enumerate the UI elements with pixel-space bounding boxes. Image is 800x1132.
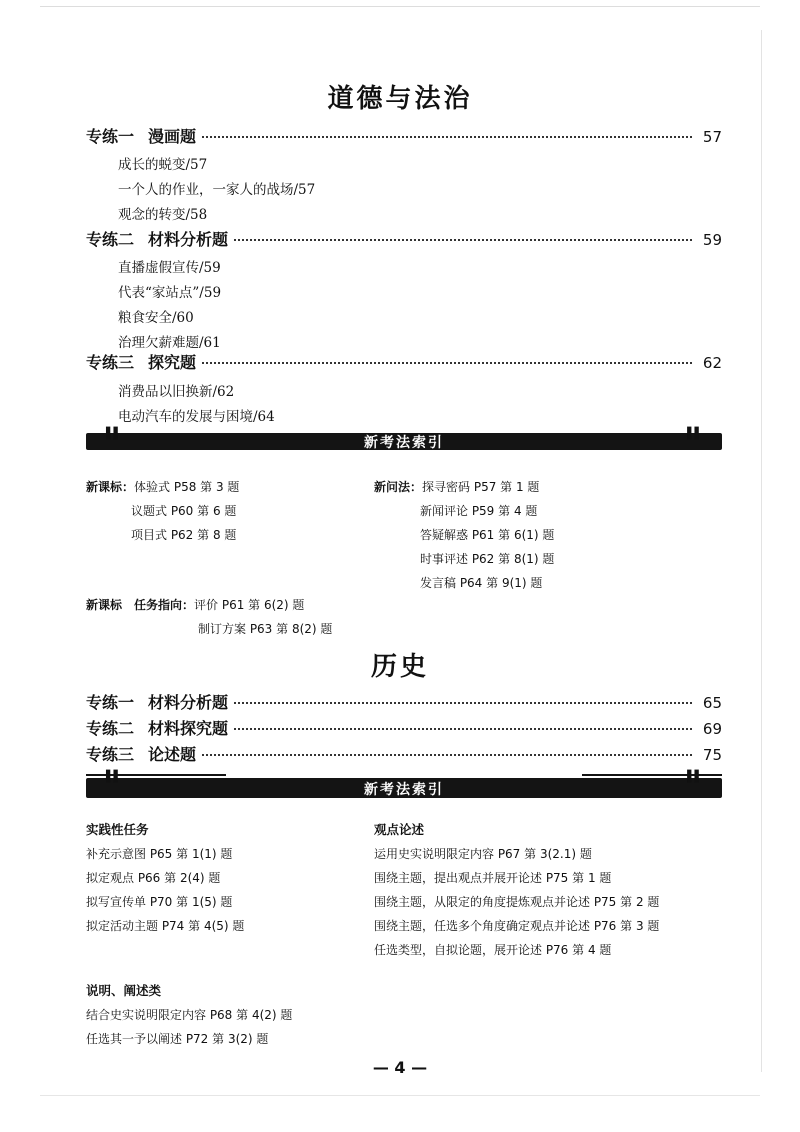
leader-dots	[234, 702, 692, 704]
section-label: 专练一	[86, 127, 135, 146]
section-page: 59	[702, 231, 722, 249]
index-item: 探寻密码 P57 第 1 题	[422, 480, 540, 494]
page-edge-top	[40, 6, 760, 7]
index-heading-viewpoint: 观点论述	[374, 822, 425, 837]
leader-dots	[202, 362, 692, 364]
index-label: 新问法：	[374, 480, 423, 494]
banner-pin-left: ▌▌	[106, 770, 121, 783]
index-heading-explain: 说明、阐述类	[86, 983, 162, 998]
toc-row-morality-2[interactable]	[86, 227, 722, 249]
banner-pin-left: ▌▌	[106, 427, 121, 440]
section-page: 75	[702, 746, 722, 764]
index-sublabel: 任务指向：	[134, 598, 195, 612]
section-name: 探究题	[148, 353, 197, 372]
toc-subitem[interactable]: 观念的转变/58	[118, 207, 208, 223]
index-item: 发言稿 P64 第 9(1) 题	[420, 576, 543, 590]
index-item: 体验式 P58 第 3 题	[134, 480, 240, 494]
section-name: 论述题	[148, 745, 197, 764]
index-item: 任选类型，自拟论题，展开论述 P76 第 4 题	[374, 943, 612, 957]
index-item: 围绕主题，任选多个角度确定观点并论述 P76 第 3 题	[374, 919, 660, 933]
index-item: 拟定活动主题 P74 第 4(5) 题	[86, 919, 245, 933]
section-label: 专练一	[86, 693, 135, 712]
page-edge-right	[761, 30, 762, 1072]
history-title: 历史	[370, 652, 429, 682]
toc-subitem[interactable]: 一个人的作业，一家人的战场/57	[118, 182, 316, 198]
section-label: 专练三	[86, 745, 135, 764]
section-page: 65	[702, 694, 722, 712]
leader-dots	[234, 728, 692, 730]
section-name: 漫画题	[148, 127, 197, 146]
toc-subitem[interactable]: 电动汽车的发展与困境/64	[118, 409, 275, 425]
section-page: 69	[702, 720, 722, 738]
section-label: 专练二	[86, 719, 135, 738]
index-item: 项目式 P62 第 8 题	[131, 528, 237, 542]
index-heading-practice: 实践性任务	[86, 822, 149, 837]
index-banner-morality	[86, 427, 722, 451]
toc-subitem[interactable]: 成长的蜕变/57	[118, 157, 208, 173]
banner-pin-right: ▌▌	[687, 770, 702, 783]
index-item: 答疑解惑 P61 第 6(1) 题	[420, 528, 555, 542]
toc-row-morality-1[interactable]	[86, 124, 722, 146]
index-item: 新闻评论 P59 第 4 题	[420, 504, 538, 518]
index-label: 新课标	[86, 598, 123, 612]
leader-dots	[202, 754, 692, 756]
index-item: 任选其一予以阐述 P72 第 3(2) 题	[86, 1032, 269, 1046]
section-label: 专练三	[86, 353, 135, 372]
index-item: 拟定观点 P66 第 2(4) 题	[86, 871, 221, 885]
section-label: 专练二	[86, 230, 135, 249]
toc-row-history-2[interactable]	[86, 716, 722, 738]
toc-subitem[interactable]: 直播虚假宣传/59	[118, 260, 221, 276]
morality-title: 道德与法治	[327, 84, 473, 114]
index-item: 时事评述 P62 第 8(1) 题	[420, 552, 555, 566]
index-item: 运用史实说明限定内容 P67 第 3(2.1) 题	[374, 847, 592, 861]
section-page: 57	[702, 128, 722, 146]
banner-label: 新考法索引	[364, 782, 444, 798]
index-item: 围绕主题，从限定的角度提炼观点并论述 P75 第 2 题	[374, 895, 660, 909]
page-edge-bottom	[40, 1095, 760, 1096]
index-item: 补充示意图 P65 第 1(1) 题	[86, 847, 233, 861]
leader-dots	[234, 239, 692, 241]
index-item: 围绕主题，提出观点并展开论述 P75 第 1 题	[374, 871, 612, 885]
toc-row-history-3[interactable]	[86, 742, 722, 764]
index-item: 议题式 P60 第 6 题	[131, 504, 237, 518]
index-item: 拟写宣传单 P70 第 1(5) 题	[86, 895, 233, 909]
section-name: 材料探究题	[148, 719, 229, 738]
index-item: 结合史实说明限定内容 P68 第 4(2) 题	[86, 1008, 293, 1022]
section-name: 材料分析题	[148, 230, 229, 249]
toc-subitem[interactable]: 消费品以旧换新/62	[118, 384, 235, 400]
toc-subitem[interactable]: 代表“家站点”/59	[118, 285, 222, 301]
index-renwu-row-1	[86, 596, 304, 613]
leader-dots	[202, 136, 692, 138]
section-name: 材料分析题	[148, 693, 229, 712]
index-kebiao-row-1	[86, 478, 239, 495]
toc-row-history-1[interactable]	[86, 690, 722, 712]
section-page: 62	[702, 354, 722, 372]
index-label: 新课标：	[86, 480, 135, 494]
banner-label: 新考法索引	[364, 435, 444, 451]
index-wenfa-row-1	[374, 478, 539, 495]
index-item: 制订方案 P63 第 8(2) 题	[198, 622, 333, 636]
index-item: 评价 P61 第 6(2) 题	[194, 598, 305, 612]
banner-pin-right: ▌▌	[687, 427, 702, 440]
toc-row-morality-3[interactable]	[86, 350, 722, 372]
toc-subitem[interactable]: 粮食安全/60	[118, 310, 194, 326]
index-banner-history	[86, 768, 722, 798]
toc-subitem[interactable]: 治理欠薪难题/61	[118, 335, 221, 351]
page-number: — 4 —	[372, 1058, 428, 1077]
